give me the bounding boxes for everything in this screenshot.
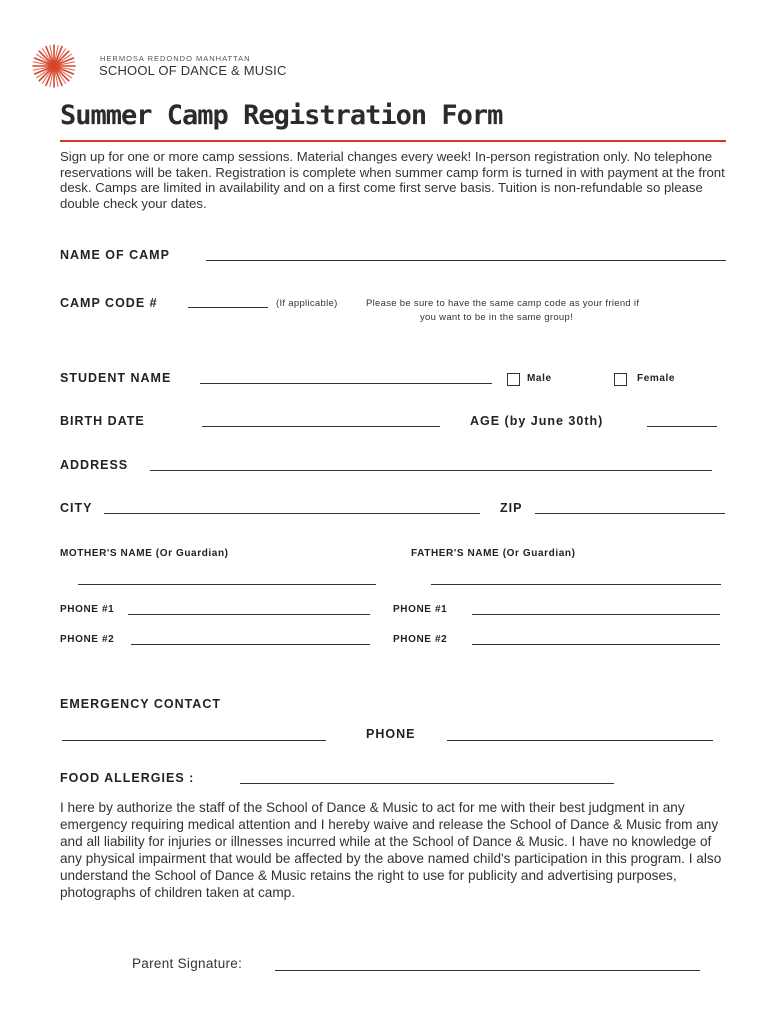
camp-code-field[interactable] (188, 307, 268, 308)
intro-paragraph: Sign up for one or more camp sessions. Material changes every week! In-person registration only. No telephone reservations will be taken. Registration is complete when summer camp form is turned in with payment at the front desk. Camps are limited in availability and on a first come first serve basis. Tuition is non-refundable so please double check your dates. (60, 149, 725, 211)
name-of-camp-field[interactable] (206, 260, 726, 261)
fathers-name-label: FATHER'S NAME (Or Guardian) (411, 548, 576, 559)
emergency-contact-label: EMERGENCY CONTACT (60, 697, 221, 711)
form-title: Summer Camp Registration Form (60, 100, 503, 131)
age-field[interactable] (647, 426, 717, 427)
emergency-phone-field[interactable] (447, 740, 713, 741)
parent-signature-label: Parent Signature: (132, 956, 243, 971)
title-divider (60, 140, 726, 142)
brand-cities: HERMOSA REDONDO MANHATTAN (100, 54, 251, 63)
camp-code-label: CAMP CODE # (60, 296, 158, 310)
mother-phone-2-label: PHONE #2 (60, 634, 115, 645)
female-label: Female (637, 373, 676, 384)
camp-code-hint-line-1: Please be sure to have the same camp code as your friend if (366, 298, 640, 309)
mother-phone-1-field[interactable] (128, 614, 370, 615)
mother-phone-1-label: PHONE #1 (60, 604, 115, 615)
age-label: AGE (by June 30th) (470, 414, 604, 428)
fathers-name-field[interactable] (431, 584, 721, 585)
zip-label: ZIP (500, 501, 523, 515)
male-label: Male (527, 373, 552, 384)
camp-code-note: (If applicable) (276, 298, 338, 309)
father-phone-2-field[interactable] (472, 644, 720, 645)
city-field[interactable] (104, 513, 480, 514)
emergency-contact-field[interactable] (62, 740, 326, 741)
father-phone-1-field[interactable] (472, 614, 720, 615)
birth-date-field[interactable] (202, 426, 440, 427)
birth-date-label: BIRTH DATE (60, 414, 145, 428)
mother-phone-2-field[interactable] (131, 644, 370, 645)
student-name-field[interactable] (200, 383, 492, 384)
mothers-name-field[interactable] (78, 584, 376, 585)
student-name-label: STUDENT NAME (60, 371, 172, 385)
mothers-name-label: MOTHER'S NAME (Or Guardian) (60, 548, 229, 559)
male-checkbox[interactable] (507, 373, 520, 386)
father-phone-2-label: PHONE #2 (393, 634, 448, 645)
emergency-phone-label: PHONE (366, 727, 416, 741)
zip-field[interactable] (535, 513, 725, 514)
consent-paragraph: I here by authorize the staff of the School of Dance & Music to act for me with their best judgment in any emergency requiring medical attention and I hereby waive and release the School of Dance & Music from any and all liability for injuries or illnesses incurred while at the School of Dance & Music. I have no knowledge of any physical impairment that would be affected by the above named child's participation in this program. I also understand the School of Dance & Music retains the right to use for publicity and advertising purposes, photographs of children taken at camp. (60, 800, 722, 900)
address-label: ADDRESS (60, 458, 129, 472)
address-field[interactable] (150, 470, 712, 471)
food-allergies-field[interactable] (240, 783, 614, 784)
school-name: SCHOOL OF DANCE & MUSIC (99, 63, 287, 78)
father-phone-1-label: PHONE #1 (393, 604, 448, 615)
parent-signature-field[interactable] (275, 970, 700, 971)
female-checkbox[interactable] (614, 373, 627, 386)
city-label: CITY (60, 501, 93, 515)
camp-code-hint-line-2: you want to be in the same group! (420, 312, 574, 323)
food-allergies-label: FOOD ALLERGIES : (60, 771, 195, 785)
sunburst-logo-icon (32, 44, 76, 88)
name-of-camp-label: NAME OF CAMP (60, 248, 170, 262)
